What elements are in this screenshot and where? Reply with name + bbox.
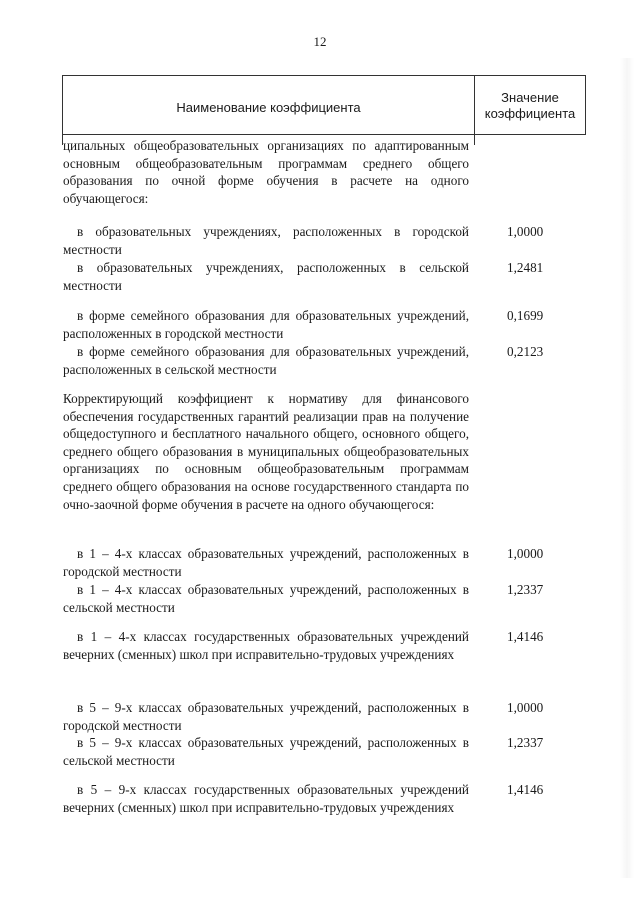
row-description: в 1 – 4-х классах образовательных учреждений, расположенных в городской местности — [63, 546, 469, 579]
row-value: 1,4146 — [507, 782, 544, 797]
row-description: в 1 – 4-х классах образовательных учреждений, расположенных в сельской местности — [63, 582, 469, 615]
row-description: в форме семейного образования для образовательных учреждений, расположенных в городской местности — [63, 308, 469, 341]
section-paragraph: Корректирующий коэффициент к нормативу для финансового обеспечения государственных гарантий реализации прав на получение общедоступного и бесплатного начального общего, основного общего, среднего общего образования в муниципальных общеобразовательных организациях по основным общеобразовательным программам среднего общего образования на основе государственного стандарта по очно-заочной форме обучения в расчете на одного обучающегося: — [63, 391, 469, 512]
table-header — [62, 75, 586, 135]
coefficient-row — [63, 734, 583, 769]
row-description: в 5 – 9-х классах образовательных учреждений, расположенных в сельской местности — [63, 735, 469, 768]
coefficient-row — [63, 223, 583, 258]
scan-shadow — [620, 58, 634, 878]
row-value: 1,2337 — [507, 582, 544, 597]
row-description: в образовательных учреждениях, расположенных в сельской местности — [63, 260, 469, 293]
row-value: 1,0000 — [507, 700, 544, 715]
coefficient-row — [63, 581, 583, 616]
coefficient-row — [63, 699, 583, 734]
coefficient-row — [63, 307, 583, 342]
page-number: 12 — [313, 34, 327, 49]
row-description: в форме семейного образования для образовательных учреждений, расположенных в сельской местности — [63, 344, 469, 377]
continued-paragraph: ципальных общеобразовательных организациях по адаптированным основным общеобразовательным программам среднего общего образования по очной форме обучения в расчете на одного обучающегося: — [63, 138, 469, 206]
row-description: в 5 – 9-х классах государственных образовательных учреждений вечерних (сменных) школ при исправительно-трудовых учреждениях — [63, 782, 469, 815]
row-value: 1,0000 — [507, 546, 544, 561]
row-value: 0,1699 — [507, 308, 544, 323]
coefficient-row — [63, 781, 583, 816]
row-description: в образовательных учреждениях, расположенных в городской местности — [63, 224, 469, 257]
coefficient-row — [63, 259, 583, 294]
coefficient-row — [63, 545, 583, 580]
row-value: 1,2481 — [507, 260, 544, 275]
row-description: в 1 – 4-х классах государственных образовательных учреждений вечерних (сменных) школ при исправительно-трудовых учреждениях — [63, 629, 469, 662]
coefficient-row — [63, 628, 583, 663]
row-value: 0,2123 — [507, 344, 544, 359]
row-description: в 5 – 9-х классах образовательных учреждений, расположенных в городской местности — [63, 700, 469, 733]
header-coefficient-value: Значение коэффициента — [484, 90, 576, 121]
header-coefficient-name: Наименование коэффициента — [63, 76, 475, 134]
row-value: 1,2337 — [507, 735, 544, 750]
table-column-divider — [474, 135, 475, 145]
row-value: 1,0000 — [507, 224, 544, 239]
coefficient-row — [63, 343, 583, 378]
row-value: 1,4146 — [507, 629, 544, 644]
